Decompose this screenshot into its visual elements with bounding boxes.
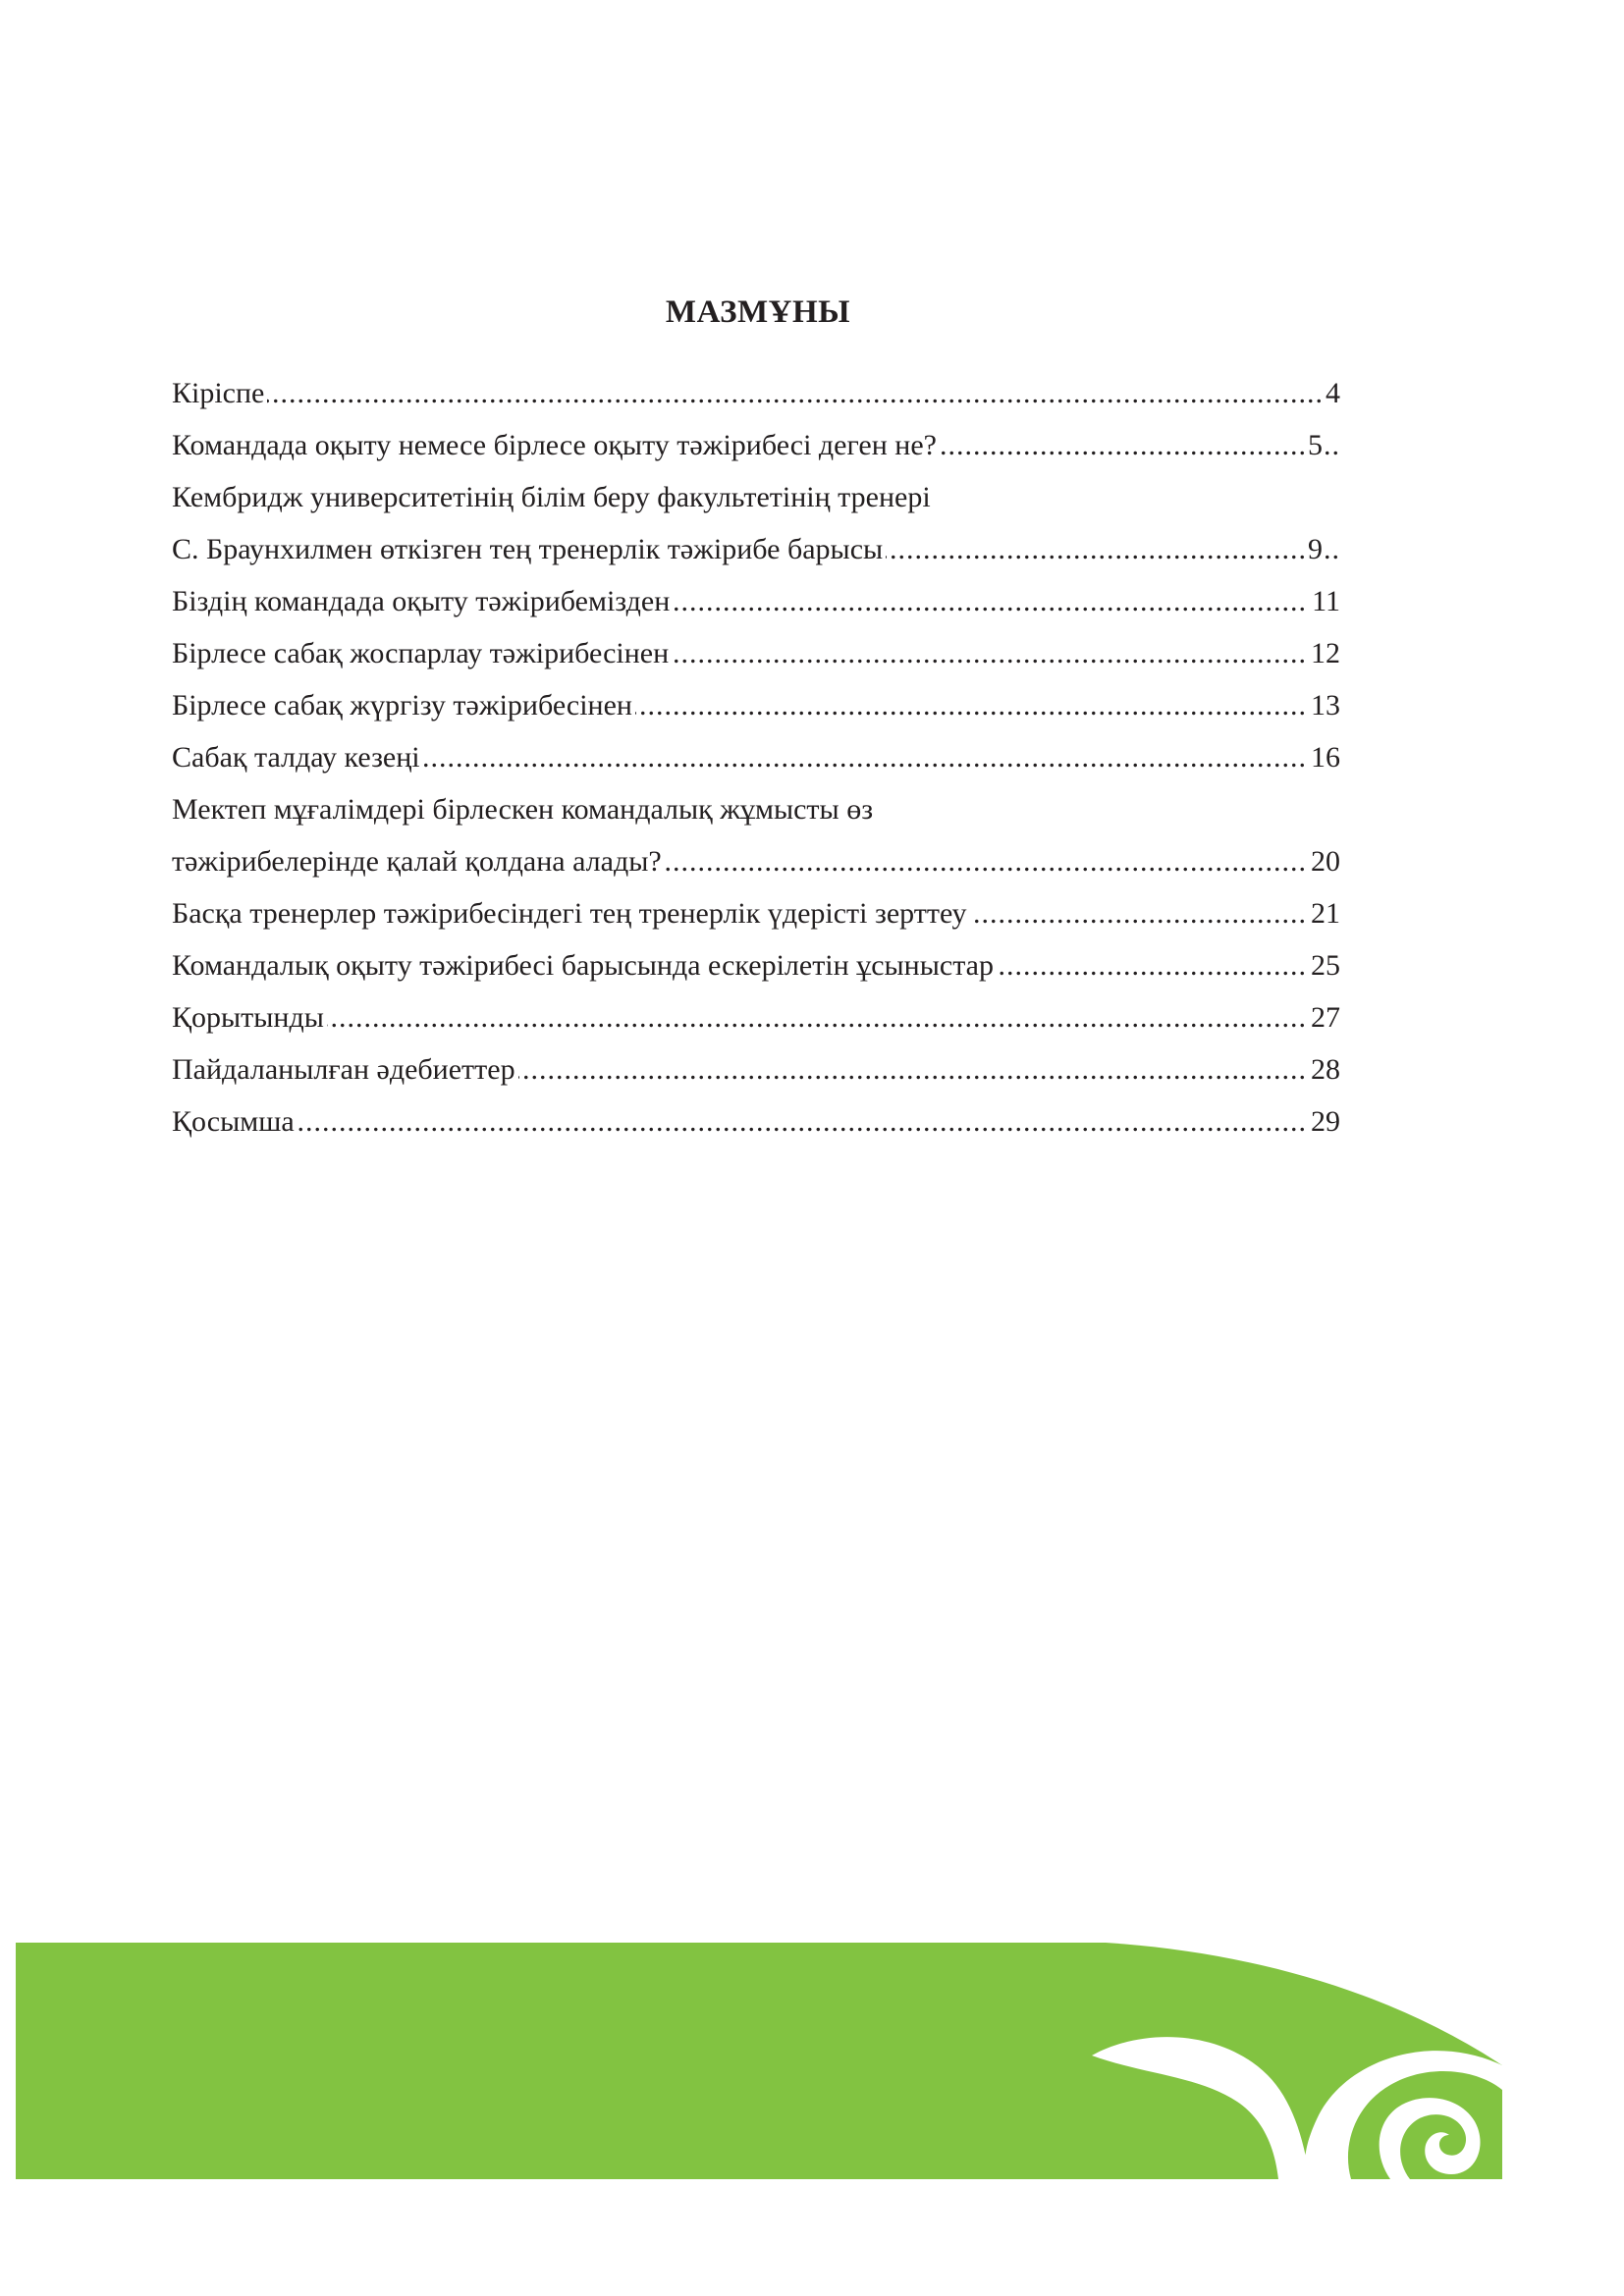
toc-entry-page: 16: [1308, 731, 1340, 783]
toc-entry[interactable]: [172, 367, 1340, 419]
toc-entry[interactable]: [172, 835, 1340, 887]
toc-entry[interactable]: [172, 523, 1340, 575]
toc-entry-title: Кіріспе: [172, 377, 267, 409]
toc-entry-page: 27: [1308, 991, 1340, 1043]
toc-entry-title: Командалық оқыту тәжірибесі барысында ескерілетін ұсыныстар: [172, 949, 997, 982]
toc-entry-page: 25: [1308, 939, 1340, 991]
toc-entry-page: 11: [1309, 575, 1340, 627]
toc-entry-title: Кембридж университетінің білім беру факультетінің тренері: [172, 481, 934, 513]
toc-entry-title: Бірлесе сабақ жоспарлау тәжірибесінен: [172, 637, 672, 669]
toc-entry-continued[interactable]: [172, 783, 1340, 835]
toc-entry-continued[interactable]: [172, 471, 1340, 523]
toc-entry[interactable]: [172, 1095, 1340, 1148]
toc-entry-title: Басқа тренерлер тәжірибесіндегі тең тренерлік үдерісті зерттеу: [172, 897, 970, 930]
toc-entry[interactable]: [172, 887, 1340, 939]
toc-entry-title: Бірлесе сабақ жүргізу тәжірибесінен: [172, 689, 635, 721]
toc-entry-page: 9: [1305, 523, 1323, 575]
toc-entry-title: Қорытынды: [172, 1001, 327, 1034]
toc-entry[interactable]: [172, 991, 1340, 1043]
toc-entry[interactable]: [172, 679, 1340, 731]
toc-entry[interactable]: [172, 939, 1340, 991]
toc-entry[interactable]: [172, 627, 1340, 679]
toc-entry-title: Сабақ талдау кезеңі: [172, 741, 423, 774]
dot-leader: [172, 991, 1340, 1043]
toc-entry[interactable]: [172, 731, 1340, 783]
dot-leader: [172, 367, 1340, 419]
toc-entry-title: Мектеп мұғалімдері бірлескен командалық жұмысты өз: [172, 793, 876, 826]
toc-entry-title: Пайдаланылған әдебиеттер: [172, 1053, 518, 1086]
toc-entry-title: Қосымша: [172, 1105, 298, 1138]
decorative-banner: [16, 1943, 1502, 2179]
toc-entry[interactable]: [172, 1043, 1340, 1095]
toc-entry[interactable]: [172, 419, 1340, 471]
toc-entry-title: С. Браунхилмен өткізген тең тренерлік тәжірибе барысы: [172, 533, 886, 565]
toc-entry-page: 29: [1308, 1095, 1340, 1148]
dot-leader: [172, 1095, 1340, 1148]
toc-entry-title: тәжірибелерінде қалай қолдана алады?: [172, 845, 665, 878]
table-of-contents: [172, 367, 1340, 1148]
toc-entry[interactable]: [172, 575, 1340, 627]
page-title: МАЗМҰНЫ: [665, 294, 851, 330]
toc-entry-page: 12: [1308, 627, 1340, 679]
toc-entry-page: 5: [1305, 419, 1323, 471]
toc-entry-title: Біздің командада оқыту тәжірибемізден: [172, 585, 673, 617]
toc-entry-page: 28: [1308, 1043, 1340, 1095]
toc-entry-page: 20: [1308, 835, 1340, 887]
toc-entry-page: 21: [1308, 887, 1340, 939]
toc-entry-page: 13: [1308, 679, 1340, 731]
toc-entry-title: Командада оқыту немесе бірлесе оқыту тәжірибесі деген не?: [172, 429, 940, 461]
toc-entry-page: 4: [1323, 367, 1340, 419]
